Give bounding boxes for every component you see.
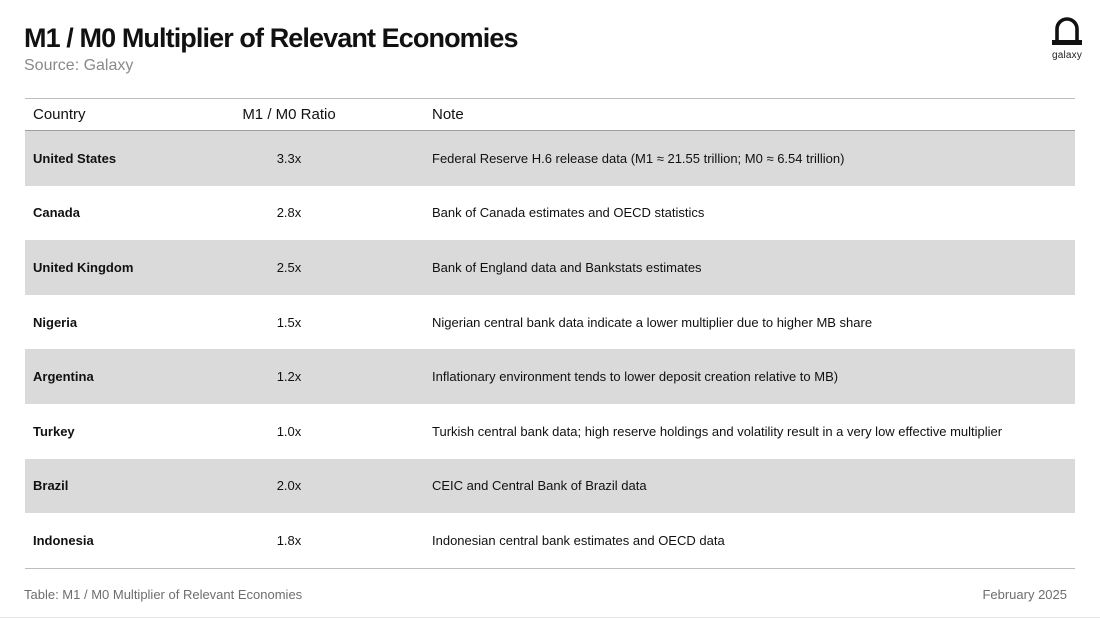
table-row xyxy=(25,349,1075,404)
table-header-row xyxy=(25,99,1075,131)
note-cell: CEIC and Central Bank of Brazil data xyxy=(432,478,647,494)
country-cell: Indonesia xyxy=(33,532,94,548)
table-row xyxy=(25,513,1075,568)
source-subtitle: Source: Galaxy xyxy=(24,57,134,74)
note-cell: Indonesian central bank estimates and OECD data xyxy=(432,532,725,548)
publication-date: February 2025 xyxy=(982,587,1067,602)
column-header-ratio: M1 / M0 Ratio xyxy=(242,106,336,123)
ratio-cell: 1.0x xyxy=(276,423,302,439)
table-row xyxy=(25,186,1075,241)
table-row xyxy=(25,240,1075,295)
galaxy-logo xyxy=(1046,16,1088,61)
table-row xyxy=(25,459,1075,514)
country-cell: Argentina xyxy=(33,369,94,385)
table-caption: Table: M1 / M0 Multiplier of Relevant Economies xyxy=(24,587,303,602)
country-cell: United States xyxy=(33,150,117,166)
note-cell: Bank of Canada estimates and OECD statistics xyxy=(432,205,705,221)
ratio-cell: 2.0x xyxy=(276,478,302,494)
page-title: M1 / M0 Multiplier of Relevant Economies xyxy=(24,23,518,53)
table-row xyxy=(25,295,1075,350)
note-cell: Bank of England data and Bankstats estimates xyxy=(432,259,702,275)
ratio-cell: 1.8x xyxy=(276,532,302,548)
note-cell: Federal Reserve H.6 release data (M1 ≈ 21.55 trillion; M0 ≈ 6.54 trillion) xyxy=(432,150,845,166)
column-header-country: Country xyxy=(33,106,86,123)
country-cell: United Kingdom xyxy=(33,259,134,275)
galaxy-logo-icon xyxy=(1051,16,1083,48)
table-row xyxy=(25,404,1075,459)
ratio-cell: 2.8x xyxy=(276,205,302,221)
country-cell: Canada xyxy=(33,205,80,221)
multiplier-table xyxy=(25,98,1075,569)
ratio-cell: 3.3x xyxy=(276,150,302,166)
column-header-note: Note xyxy=(432,106,464,123)
country-cell: Brazil xyxy=(33,478,69,494)
ratio-cell: 1.2x xyxy=(276,369,302,385)
table-row xyxy=(25,131,1075,186)
note-cell: Turkish central bank data; high reserve holdings and volatility result in a very low effective multiplier xyxy=(432,423,1003,439)
country-cell: Turkey xyxy=(33,423,75,439)
galaxy-logo-text: galaxy xyxy=(1051,50,1083,61)
country-cell: Nigeria xyxy=(33,314,78,330)
ratio-cell: 1.5x xyxy=(276,314,302,330)
note-cell: Inflationary environment tends to lower deposit creation relative to MB) xyxy=(432,369,839,385)
ratio-cell: 2.5x xyxy=(276,259,302,275)
note-cell: Nigerian central bank data indicate a lower multiplier due to higher MB share xyxy=(432,314,873,330)
